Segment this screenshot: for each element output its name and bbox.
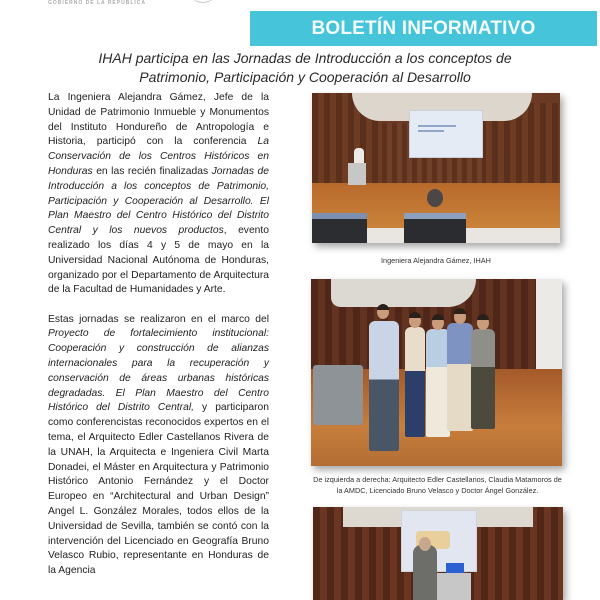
article-body — [48, 91, 269, 594]
paragraph-2-text-b: y participaron como conferencistas reconocidos expertos en el tema, el Arquitecto Edler Castellanos Rivera de la UNAH, la Arquitecta e Ingeniera Civil Marta Donadei, el Máster en Arquitectura y Patrimonio Histórico Antonio Fernández y el Doctor Europeo en “Architectural and Urban Design” Angel L. González Morales, todos ellos de la Universidad de Sevilla, también se contó con la intervención del Licenciado en Geografía Bruno Velasco Rubio, representante en Honduras de la Agencia — [48, 402, 269, 577]
conference-title: La Conservación de los Centros Históricos en Honduras — [48, 136, 269, 177]
podium — [437, 573, 471, 600]
project-title: Proyecto de fortalecimiento institucional: Cooperación y construcción de alianzas internacionales para la recuperación y conservación de áreas urbanas históricas degradadas. El Plan Maestro del Centro Histórico del Distrito Central, — [48, 328, 269, 414]
bulletin-banner — [250, 11, 597, 46]
paragraph-2-text-a: Estas jornadas se realizaron en el marco del — [48, 313, 269, 325]
photo-speaker-laptop — [313, 507, 563, 600]
photo-speaker-auditorium — [312, 93, 560, 243]
emblem-icon — [188, 0, 218, 3]
photo-group — [311, 279, 562, 466]
event-title: Jornadas de Introducción a los conceptos de Patrimonio, Participación y Cooperación al Desarrollo. El Plan Maestro del Centro Histórico del Distrito Central y los nuevos productos — [48, 165, 269, 237]
paragraph-1-text-a: La Ingeniera Alejandra Gámez, Jefe de la Unidad de Patrimonio Inmueble y Monumentos del Instituto Hondureño de Antropología e Historia, participó con la conferencia — [48, 92, 269, 148]
paragraph-1 — [48, 91, 269, 298]
paragraph-1-text-b: en las recién finalizadas — [92, 165, 212, 177]
paragraph-2 — [48, 313, 269, 579]
photo-1-caption: Ingeniera Alejandra Gámez, IHAH — [381, 256, 491, 265]
government-logo-text: GOBIERNO DE LA REPÚBLICA — [48, 0, 146, 6]
paragraph-1-text-c: , evento realizado los días 4 y 5 de mayo en la Universidad Nacional Autónoma de Honduras, organizado por el Departamento de Arquitectura de la Facultad de Humanidades y Arte. — [48, 225, 269, 296]
projection-screen — [409, 110, 483, 158]
bulletin-title: BOLETÍN INFORMATIVO — [311, 17, 536, 39]
headline-line-2: Patrimonio, Participación y Cooperación al Desarrollo — [139, 69, 471, 85]
article-headline — [60, 49, 550, 87]
lectern — [313, 365, 363, 425]
photo-2-caption: De izquierda a derecha: Arquitecto Edler Castellanos, Claudia Matamoros de la AMDC, Licenciado Bruno Velasco y Doctor Ángel González. — [313, 475, 562, 495]
headline-line-1: IHAH participa en las Jornadas de Introducción a los conceptos de — [98, 50, 512, 66]
laptop — [446, 563, 464, 573]
podium — [348, 163, 366, 185]
